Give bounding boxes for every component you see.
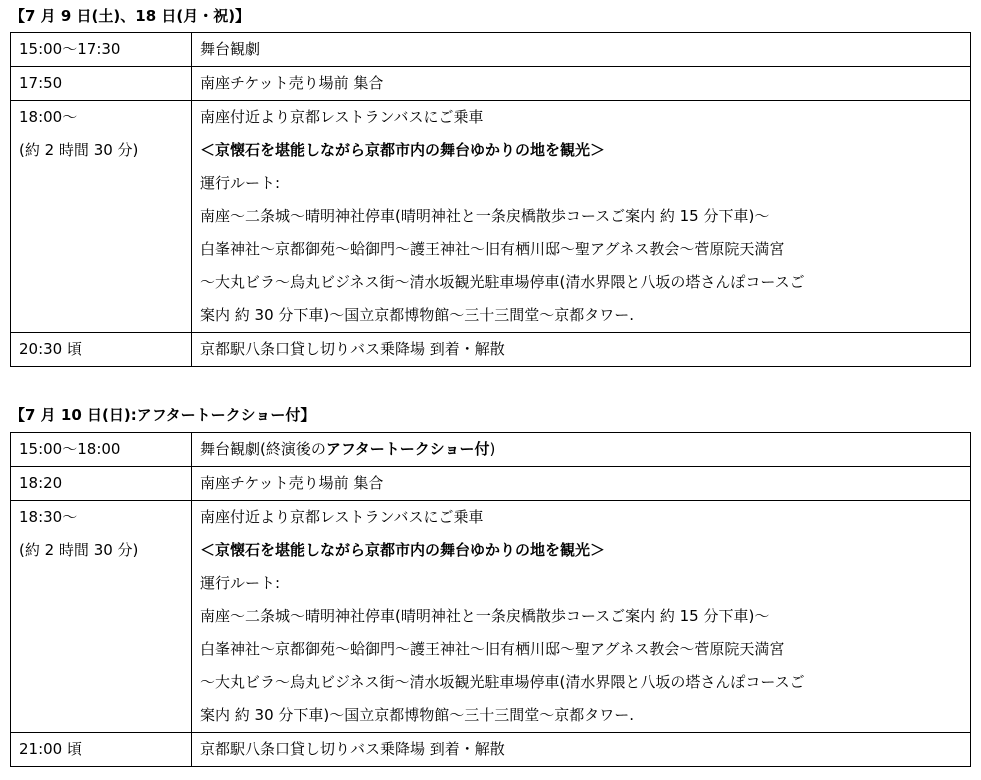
detail-text: 京都駅八条口貸し切りバス乗降場 到着・解散 [200,740,505,758]
bus-boarding-text: 南座付近より京都レストランバスにご乗車 [200,108,484,126]
detail-cell [192,33,971,67]
table-row [11,433,971,467]
highlight-text: ＜京懐石を堪能しながら京都市内の舞台ゆかりの地を観光＞ [200,141,606,159]
route-line: 南座～二条城～晴明神社停車(晴明神社と一条戻橋散歩コースご案内 約 15 分下車)～ [200,207,770,225]
detail-cell [192,101,971,333]
detail-text: 南座チケット売り場前 集合 [200,474,384,492]
table-row [11,467,971,501]
detail-text: 舞台観劇 [200,40,261,58]
after-talk-show-text: アフタートークショー付 [325,440,490,458]
table-row [11,67,971,101]
time-cell [11,433,192,467]
duration-text: (約 2 時間 30 分) [19,541,139,559]
time-cell [11,333,192,367]
route-line: 白峯神社～京都御苑～蛤御門～護王神社～旧有栖川邸～聖アグネス教会～菅原院天満宮 [200,640,785,658]
route-label: 運行ルート: [200,574,281,592]
table-row [11,101,971,333]
time-cell [11,501,192,733]
table-row [11,733,971,767]
detail-cell [192,733,971,767]
time-cell [11,33,192,67]
route-line: 南座～二条城～晴明神社停車(晴明神社と一条戻橋散歩コースご案内 約 15 分下車)～ [200,607,770,625]
detail-text: 南座チケット売り場前 集合 [200,74,384,92]
time-text: 20:30 頃 [19,340,82,358]
section-title-2: 【7 月 10 日(日):アフタートークショー付】 [10,406,316,424]
time-text: 17:50 [19,74,63,92]
detail-text: 京都駅八条口貸し切りバス乗降場 到着・解散 [200,340,505,358]
route-line: 案内 約 30 分下車)～国立京都博物館～三十三間堂～京都タワー. [200,706,635,724]
detail-text-pre: 舞台観劇(終演後の [200,440,326,458]
schedule-table-1 [10,32,971,367]
time-cell [11,67,192,101]
table-row [11,501,971,733]
time-text: 18:20 [19,474,63,492]
detail-cell [192,67,971,101]
duration-text: (約 2 時間 30 分) [19,141,139,159]
detail-text-post: ) [489,440,496,458]
schedule-table-2 [10,432,971,767]
detail-cell [192,433,971,467]
route-line: 白峯神社～京都御苑～蛤御門～護王神社～旧有栖川邸～聖アグネス教会～菅原院天満宮 [200,240,785,258]
route-line: ～大丸ビラ～烏丸ビジネス街～清水坂観光駐車場停車(清水界隈と八坂の塔さんぽコースご [200,273,805,291]
time-text: 18:00～ [19,108,78,126]
detail-cell [192,333,971,367]
table-row [11,33,971,67]
detail-cell [192,467,971,501]
section-title-1: 【7 月 9 日(土)、18 日(月・祝)】 [10,7,251,25]
time-text: 15:00～18:00 [19,440,121,458]
highlight-text: ＜京懐石を堪能しながら京都市内の舞台ゆかりの地を観光＞ [200,541,606,559]
time-text: 15:00～17:30 [19,40,121,58]
route-line: 案内 約 30 分下車)～国立京都博物館～三十三間堂～京都タワー. [200,306,635,324]
time-cell [11,733,192,767]
bus-boarding-text: 南座付近より京都レストランバスにご乗車 [200,508,484,526]
table-row [11,333,971,367]
time-cell [11,101,192,333]
route-label: 運行ルート: [200,174,281,192]
detail-cell [192,501,971,733]
route-line: ～大丸ビラ～烏丸ビジネス街～清水坂観光駐車場停車(清水界隈と八坂の塔さんぽコースご [200,673,805,691]
time-cell [11,467,192,501]
time-text: 18:30～ [19,508,78,526]
time-text: 21:00 頃 [19,740,82,758]
